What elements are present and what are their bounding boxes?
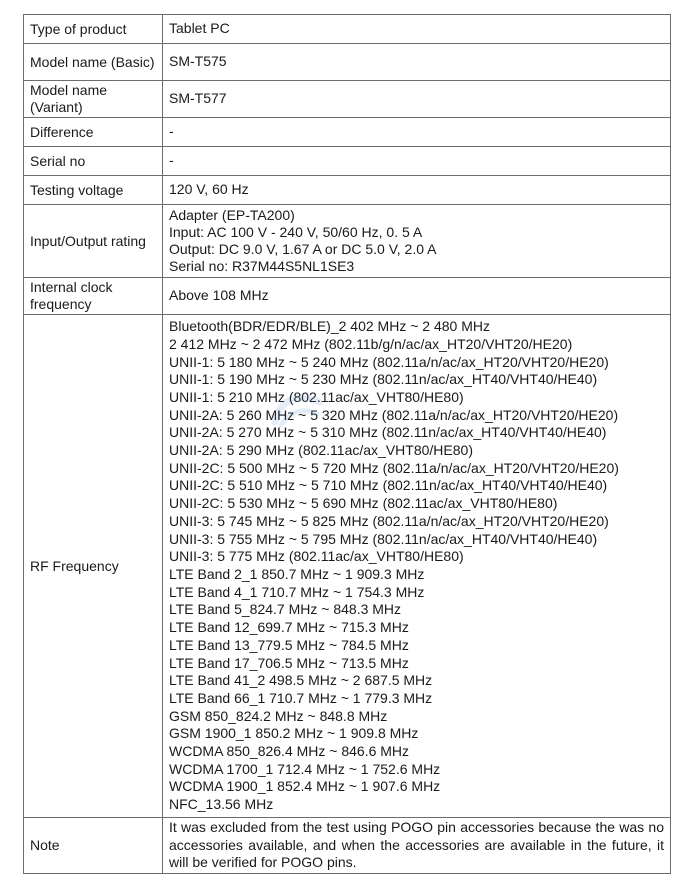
table-row xyxy=(24,147,671,176)
row-label: Serial no xyxy=(24,147,163,176)
table-row xyxy=(24,44,671,81)
row-value: - xyxy=(163,118,671,147)
table-row xyxy=(24,315,671,818)
rf-line: UNII-3: 5 775 MHz (802.11ac/ax_VHT80/HE80) xyxy=(169,548,464,565)
table-row xyxy=(24,176,671,205)
row-label: Note xyxy=(24,818,163,874)
adapter-line: Output: DC 9.0 V, 1.67 A or DC 5.0 V, 2.0 A xyxy=(169,241,437,257)
rf-line: UNII-1: 5 190 MHz ~ 5 230 MHz (802.11n/ac/ax_HT40/VHT40/HE40) xyxy=(169,371,598,388)
row-label: Model name (Variant) xyxy=(24,81,163,118)
table-row xyxy=(24,81,671,118)
row-label: Internal clock frequency xyxy=(24,278,163,315)
product-spec-table xyxy=(23,14,671,874)
rf-line: GSM 850_824.2 MHz ~ 848.8 MHz xyxy=(169,707,388,724)
rf-line: UNII-2A: 5 260 MHz ~ 5 320 MHz (802.11a/n/ac/ax_HT20/VHT20/HE20) xyxy=(169,406,619,423)
rf-line: LTE Band 5_824.7 MHz ~ 848.3 MHz xyxy=(169,601,402,618)
rf-line: UNII-3: 5 745 MHz ~ 5 825 MHz (802.11a/n/ac/ax_HT20/VHT20/HE20) xyxy=(169,512,609,529)
rf-line: WCDMA 850_826.4 MHz ~ 846.6 MHz xyxy=(169,743,410,760)
rf-line: UNII-2A: 5 290 MHz (802.11ac/ax_VHT80/HE80) xyxy=(169,442,473,459)
rf-line: UNII-2A: 5 270 MHz ~ 5 310 MHz (802.11n/ac/ax_HT40/VHT40/HE40) xyxy=(169,424,607,441)
rf-line: 2 412 MHz ~ 2 472 MHz (802.11b/g/n/ac/ax_HT20/VHT20/HE20) xyxy=(169,335,573,352)
row-label: Input/Output rating xyxy=(24,205,163,278)
rf-line: WCDMA 1700_1 712.4 MHz ~ 1 752.6 MHz xyxy=(169,760,441,777)
row-value: - xyxy=(163,147,671,176)
table-row xyxy=(24,118,671,147)
row-value: Tablet PC xyxy=(163,15,671,44)
rf-line: UNII-2C: 5 530 MHz ~ 5 690 MHz (802.11ac/ax_VHT80/HE80) xyxy=(169,495,558,512)
table-row xyxy=(24,278,671,315)
rf-line: GSM 1900_1 850.2 MHz ~ 1 909.8 MHz xyxy=(169,725,419,742)
adapter-line: Input: AC 100 V - 240 V, 50/60 Hz, 0. 5 A xyxy=(169,224,423,240)
row-label: Testing voltage xyxy=(24,176,163,205)
row-label: RF Frequency xyxy=(24,315,163,818)
row-value: SM-T577 xyxy=(163,81,671,118)
rf-line: UNII-2C: 5 510 MHz ~ 5 710 MHz (802.11n/ac/ax_HT40/VHT40/HE40) xyxy=(169,477,608,494)
rf-line: NFC_13.56 MHz xyxy=(169,796,274,813)
rf-line: UNII-1: 5 180 MHz ~ 5 240 MHz (802.11a/n/ac/ax_HT20/VHT20/HE20) xyxy=(169,353,609,370)
rf-line: LTE Band 4_1 710.7 MHz ~ 1 754.3 MHz xyxy=(169,583,425,600)
adapter-rating-cell xyxy=(163,205,671,278)
rf-line: UNII-3: 5 755 MHz ~ 5 795 MHz (802.11n/ac/ax_HT40/VHT40/HE40) xyxy=(169,530,598,547)
spec-sheet xyxy=(23,14,671,874)
rf-line: LTE Band 12_699.7 MHz ~ 715.3 MHz xyxy=(169,619,409,636)
adapter-line: Serial no: R37M44S5NL1SE3 xyxy=(169,258,355,274)
row-label: Difference xyxy=(24,118,163,147)
rf-line: LTE Band 41_2 498.5 MHz ~ 2 687.5 MHz xyxy=(169,672,433,689)
note-text: It was excluded from the test using POGO pin accessories because the was no accessories available, and when the accessories are available in the future, it will be verified for POGO pins. xyxy=(163,818,671,874)
row-value: 120 V, 60 Hz xyxy=(163,176,671,205)
adapter-line: Adapter (EP-TA200) xyxy=(169,207,295,223)
rf-frequency-list xyxy=(163,315,671,818)
row-value: SM-T575 xyxy=(163,44,671,81)
row-label: Type of product xyxy=(24,15,163,44)
table-row xyxy=(24,818,671,874)
rf-line: LTE Band 2_1 850.7 MHz ~ 1 909.3 MHz xyxy=(169,566,425,582)
rf-line: Bluetooth(BDR/EDR/BLE)_2 402 MHz ~ 2 480 MHz xyxy=(169,318,490,335)
row-value: Above 108 MHz xyxy=(163,278,671,315)
table-row xyxy=(24,205,671,278)
rf-line: UNII-2C: 5 500 MHz ~ 5 720 MHz (802.11a/n/ac/ax_HT20/VHT20/HE20) xyxy=(169,459,619,476)
rf-line: WCDMA 1900_1 852.4 MHz ~ 1 907.6 MHz xyxy=(169,778,441,795)
rf-line: LTE Band 66_1 710.7 MHz ~ 1 779.3 MHz xyxy=(169,689,433,706)
row-label: Model name (Basic) xyxy=(24,44,163,81)
rf-line: LTE Band 13_779.5 MHz ~ 784.5 MHz xyxy=(169,636,409,653)
rf-line: UNII-1: 5 210 MHz (802.11ac/ax_VHT80/HE80) xyxy=(169,388,464,405)
rf-line: LTE Band 17_706.5 MHz ~ 713.5 MHz xyxy=(169,654,409,671)
table-row xyxy=(24,15,671,44)
